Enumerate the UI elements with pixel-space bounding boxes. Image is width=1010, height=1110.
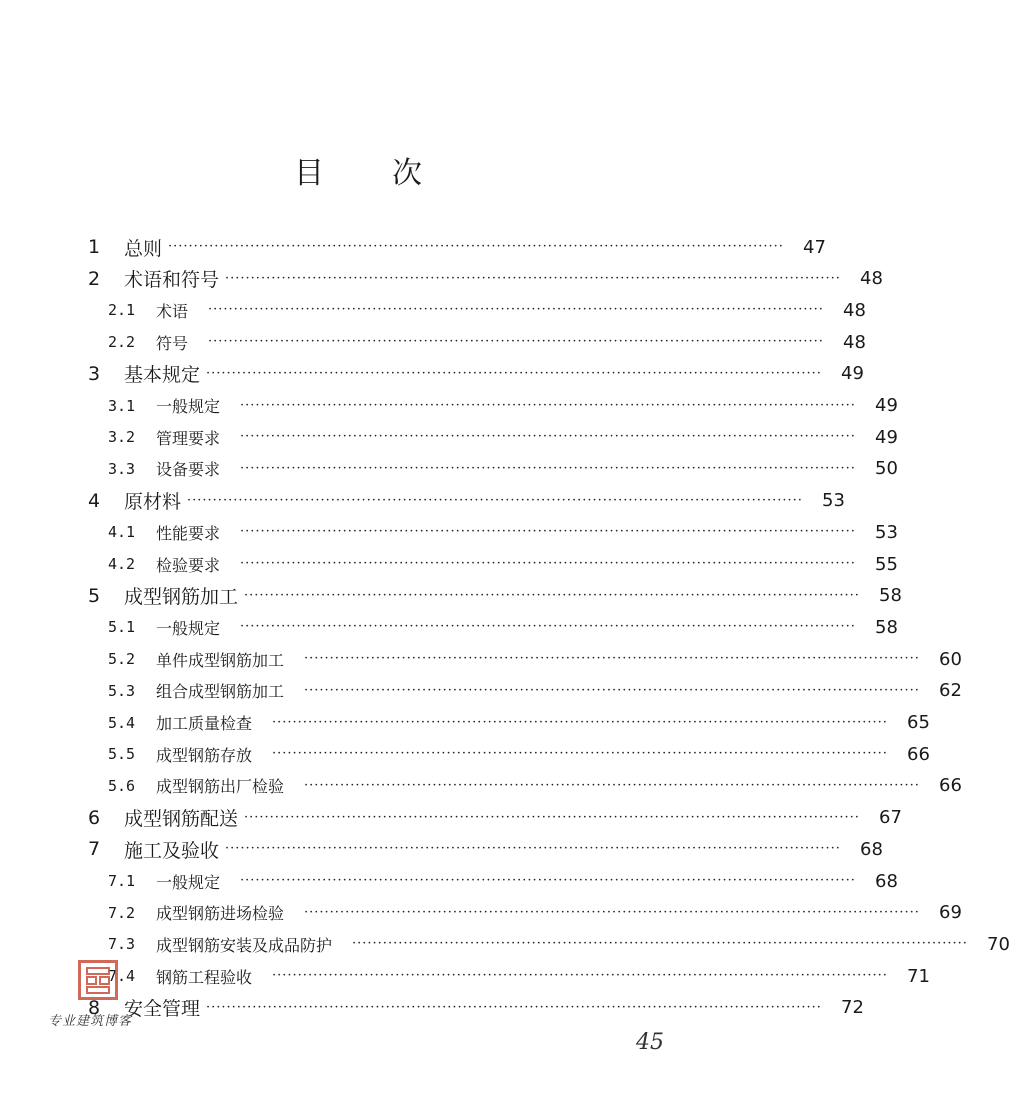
toc-leader-dots: ························································································································ [240, 873, 856, 888]
toc-entry-6 [0, 803, 902, 833]
toc-number: 3.2 [108, 428, 136, 447]
toc-entry-3-2 [0, 422, 898, 452]
toc-page-number: 58 [879, 585, 902, 607]
toc-entry-5-5 [0, 739, 930, 769]
toc-leader-dots: ························································································································ [304, 651, 920, 667]
toc-page-number: 53 [875, 521, 898, 543]
toc-label: 加工质量检查 [156, 714, 253, 733]
toc-leader-dots: ························································································································ [240, 397, 856, 413]
toc-number: 7 [88, 838, 101, 861]
toc-leader-dots: ························································································································ [352, 936, 968, 952]
toc-entry-1 [0, 232, 826, 262]
toc-number: 5.4 [108, 713, 136, 732]
toc-label: 组合成型钢筋加工 [156, 682, 285, 702]
toc-entry-5-4 [0, 708, 930, 738]
toc-label: 设备要求 [156, 460, 221, 480]
toc-label: 原材料 [124, 491, 182, 514]
toc-leader-dots: ························································································································ [244, 809, 860, 825]
toc-entry-7-2 [0, 898, 962, 928]
toc-entry-3-3 [0, 454, 898, 484]
toc-label: 施工及验收 [124, 839, 220, 862]
toc-page-number: 71 [907, 965, 930, 987]
toc-entry-5-3 [0, 676, 962, 706]
toc-label: 总则 [124, 237, 163, 260]
toc-entry-2 [0, 264, 883, 294]
toc-page-number: 72 [841, 997, 864, 1019]
toc-leader-dots: ························································································································ [240, 524, 856, 540]
toc-page-number: 67 [879, 807, 902, 829]
toc-page-number: 48 [843, 299, 866, 321]
toc-leader-dots: ························································································································ [272, 714, 888, 730]
toc-page-number: 69 [939, 902, 962, 924]
toc-leader-dots: ························································································································ [240, 619, 856, 635]
toc-label: 术语和符号 [124, 269, 220, 292]
toc-page-number: 68 [875, 870, 898, 892]
toc-leader-dots: ························································································································ [240, 429, 856, 445]
toc-label: 成型钢筋加工 [124, 586, 239, 609]
toc-entry-4-2 [0, 549, 898, 579]
toc-label: 基本规定 [124, 364, 201, 387]
toc-label: 成型钢筋存放 [156, 745, 253, 765]
toc-number: 4.1 [108, 523, 136, 542]
toc-number: 8 [88, 996, 101, 1019]
toc-entry-3-1 [0, 391, 898, 421]
toc-leader-dots: ························································································································ [304, 904, 920, 920]
toc-number: 5.1 [108, 618, 136, 637]
toc-label: 一般规定 [156, 618, 221, 638]
toc-label: 钢筋工程验收 [156, 967, 253, 987]
toc-page-number: 49 [875, 426, 898, 448]
toc-number: 6 [88, 806, 101, 829]
toc-page-number: 66 [939, 775, 962, 797]
toc-entry-5-6 [0, 771, 962, 801]
toc-entry-4 [0, 486, 845, 516]
toc-page-number: 48 [860, 268, 883, 290]
toc-label: 安全管理 [124, 998, 201, 1021]
toc-leader-dots: ························································································································ [187, 492, 803, 508]
toc-page-number: 60 [939, 648, 962, 670]
toc-number: 5.3 [108, 681, 136, 700]
toc-leader-dots: ························································································································ [240, 556, 856, 571]
toc-entry-2-1 [0, 295, 866, 325]
toc-number: 7.4 [108, 967, 136, 986]
toc-entry-7-1 [0, 866, 898, 896]
toc-number: 5.2 [108, 650, 136, 669]
toc-leader-dots: ························································································································ [208, 334, 824, 350]
toc-label: 成型钢筋配送 [124, 808, 239, 831]
toc-leader-dots: ························································································································ [272, 746, 888, 762]
toc-page-number: 55 [875, 553, 898, 575]
toc-page-number: 48 [843, 331, 866, 353]
toc-label: 检验要求 [156, 555, 221, 575]
toc-leader-dots: ························································································································ [206, 999, 822, 1015]
toc-leader-dots: ························································································································ [225, 841, 841, 857]
toc-entry-2-2 [0, 327, 866, 357]
toc-label: 一般规定 [156, 397, 221, 416]
seal-logo [78, 960, 118, 1000]
toc-number: 3.3 [108, 459, 136, 478]
toc-number: 5 [88, 584, 101, 607]
toc-number: 4 [88, 489, 101, 512]
toc-number: 7.1 [108, 872, 136, 890]
toc-entry-3 [0, 359, 864, 389]
title-char-1: 目 [294, 156, 328, 191]
toc-entry-7 [0, 834, 883, 864]
toc-leader-dots: ························································································································ [244, 587, 860, 603]
toc-number: 5.6 [108, 776, 136, 795]
toc-leader-dots: ························································································································ [208, 302, 824, 318]
toc-number: 3 [88, 362, 101, 385]
toc-entry-4-1 [0, 517, 898, 547]
toc-leader-dots: ························································································································ [240, 460, 856, 476]
toc-number: 5.5 [108, 745, 136, 764]
toc-leader-dots: ························································································································ [304, 682, 920, 698]
toc-leader-dots: ························································································································ [168, 239, 784, 254]
toc-entry-5 [0, 581, 902, 611]
toc-label: 性能要求 [156, 523, 221, 543]
toc-page-number: 65 [907, 712, 930, 733]
toc-leader-dots: ························································································································ [304, 777, 920, 793]
brand-watermark: 专业建筑博客 [48, 1014, 133, 1029]
toc-label: 成型钢筋进场检验 [156, 904, 285, 924]
toc-leader-dots: ························································································································ [225, 270, 841, 286]
toc-entry-5-1 [0, 612, 898, 642]
page-number: 45 [636, 1030, 664, 1055]
toc-entry-5-2 [0, 644, 962, 674]
toc-label: 管理要求 [156, 428, 221, 448]
toc-number: 2.2 [108, 333, 136, 352]
toc-label: 成型钢筋安装及成品防护 [156, 935, 333, 955]
toc-number: 2.1 [108, 301, 136, 320]
toc-page-number: 49 [841, 363, 864, 385]
toc-page-number: 70 [987, 933, 1010, 955]
toc-page-number: 62 [939, 680, 962, 702]
toc-label: 术语 [156, 301, 189, 321]
toc-number: 7.2 [108, 903, 136, 922]
title-char-2: 次 [392, 156, 426, 191]
toc-number: 3.1 [108, 396, 136, 415]
page-title [0, 148, 720, 192]
toc-page-number: 47 [803, 236, 826, 258]
toc-leader-dots: ························································································································ [206, 365, 822, 381]
toc-page-number: 53 [822, 490, 845, 512]
toc-entry-7-3 [0, 929, 1010, 959]
toc-number: 7.3 [108, 935, 136, 954]
toc-label: 一般规定 [156, 872, 221, 892]
toc-label: 符号 [156, 333, 189, 353]
toc-label: 单件成型钢筋加工 [156, 650, 285, 670]
toc-page-number: 68 [860, 838, 883, 860]
toc-leader-dots: ························································································································ [272, 968, 888, 984]
toc-page-number: 58 [875, 616, 898, 638]
toc-number: 4.2 [108, 555, 136, 573]
toc-label: 成型钢筋出厂检验 [156, 777, 285, 797]
toc-page-number: 49 [875, 395, 898, 416]
toc-number: 1 [88, 236, 101, 258]
toc-page-number: 50 [875, 458, 898, 480]
toc-page-number: 66 [907, 743, 930, 765]
toc-number: 2 [88, 267, 101, 290]
